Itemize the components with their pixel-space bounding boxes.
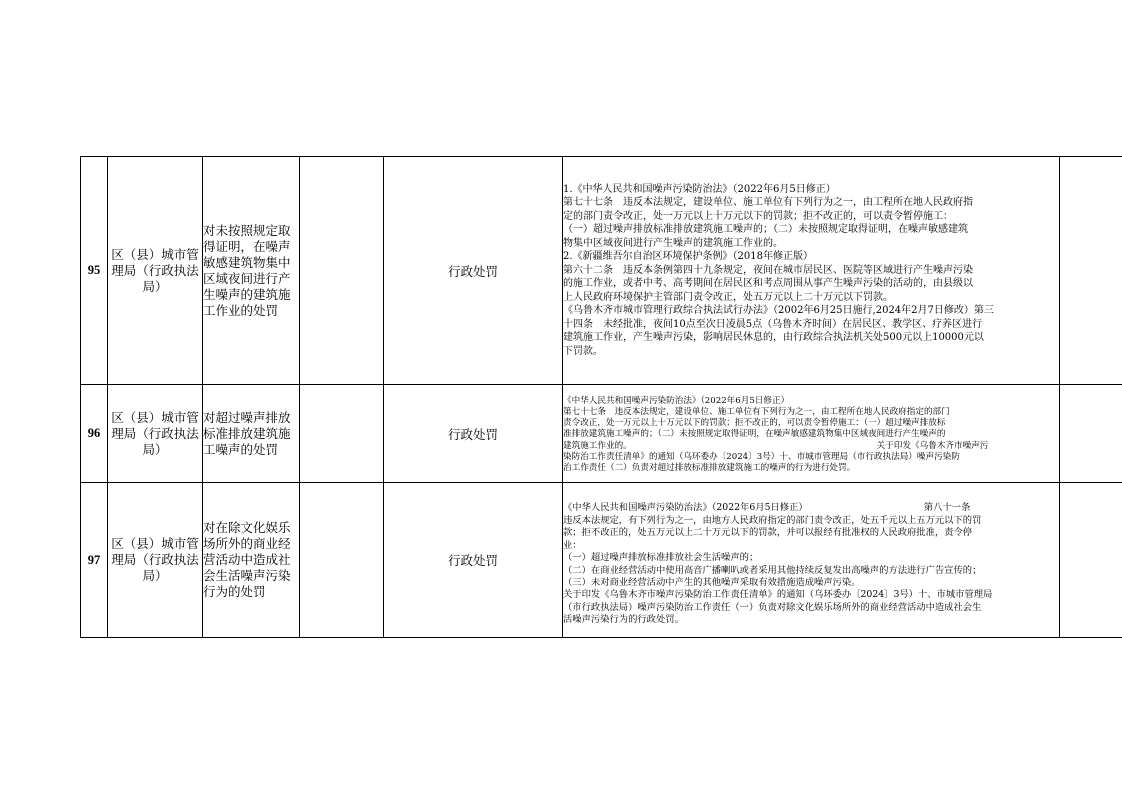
basis-line: 1.《中华人民共和国噪声污染防治法》（2022年6月5日修正）	[563, 183, 836, 195]
table-row	[81, 157, 1122, 385]
row-number: 96	[81, 385, 108, 483]
blank-cell	[300, 157, 384, 385]
row-number: 95	[81, 157, 108, 385]
basis-line: 第六十二条 违反本条例第四十九条规定，夜间在城市居民区、医院等区域进行产生噪声污染	[563, 264, 973, 276]
table-row	[81, 483, 1122, 638]
basis-line: （一）超过噪声排放标准排放社会生活噪声的；	[563, 552, 759, 564]
basis-line: 物集中区域夜间进行产生噪声的建筑施工作业的。	[563, 237, 783, 249]
basis-line: （市行政执法局）噪声污染防治工作责任（一）负责对除文化娱乐场所外的商业经营活动中造成社会生	[563, 601, 982, 613]
basis-line: （一）超过噪声排放标准排放建筑施工噪声的；（二）未按照规定取得证明，在噪声敏感建筑	[563, 224, 968, 236]
department-cell: 区（县）城市管理局（行政执法局）	[108, 385, 203, 483]
basis-line: 关于印发《乌鲁木齐市噪声污染防治工作责任清单》的通知（乌环委办〔2024〕3号）十、市城市管理局	[563, 589, 993, 601]
basis-line: 业：	[563, 539, 582, 551]
department-cell: 区（县）城市管理局（行政执法局）	[108, 483, 203, 638]
basis-line: 下罚款。	[563, 345, 603, 357]
table-row	[81, 385, 1122, 483]
blank-cell	[300, 483, 384, 638]
item-name-cell: 对在除文化娱乐场所外的商业经营活动中造成社会生活噪声污染行为的处罚	[203, 483, 300, 638]
legal-basis-cell	[563, 157, 1060, 385]
basis-line: 第七十七条 违反本法规定，建设单位、施工单位有下列行为之一，由工程所在地人民政府指	[563, 197, 973, 209]
item-name-cell: 对未按照规定取得证明，在噪声敏感建筑物集中区域夜间进行产生噪声的建筑施工作业的处罚	[203, 157, 300, 385]
item-type-cell: 行政处罚	[384, 385, 563, 483]
basis-line: 的施工作业，或者中考、高考期间在居民区和考点周围从事产生噪声污染的活动的，由县级以	[563, 278, 973, 290]
basis-line: 责令改正，处一万元以上十万元以下的罚款；拒不改正的，可以责令暂停施工：（一）超过噪声排放标	[563, 418, 946, 429]
basis-line: 《中华人民共和国噪声污染防治法》（2022年6月5日修正）	[563, 395, 790, 406]
penalty-table	[80, 156, 1122, 638]
blank-cell	[300, 385, 384, 483]
basis-line: 染防治工作责任清单》的通知（乌环委办〔2024〕3号）十、市城市管理局（市行政执法局）噪声污染防	[563, 451, 960, 462]
basis-line: 治工作责任（二）负责对超过排放标准排放建筑施工的噪声的行为进行处罚。	[563, 463, 856, 473]
basis-line: （二）在商业经营活动中使用高音广播喇叭或者采用其他持续反复发出高噪声的方法进行广告宣传的；	[563, 564, 982, 576]
basis-line: 上人民政府环境保护主管部门责令改正，处五万元以上二十万元以下罚款。	[563, 291, 893, 303]
legal-basis-cell	[563, 483, 1060, 638]
basis-line: 《乌鲁木齐市城市管理行政综合执法试行办法》（2002年6月25日施行,2024年2月7日修改）第三	[563, 305, 994, 317]
basis-line: 建筑施工作业，产生噪声污染，影响居民休息的，由行政综合执法机关处500元以上10000元以	[563, 332, 984, 344]
item-type-cell: 行政处罚	[384, 157, 563, 385]
basis-line: 2.《新疆维吾尔自治区环境保护条例》（2018年修正版）	[563, 251, 813, 263]
basis-line: 违反本法规定，有下列行为之一，由地方人民政府指定的部门责令改正，处五千元以上五万元以下的罚	[563, 514, 982, 526]
basis-line: （三）未对商业经营活动中产生的其他噪声采取有效措施造成噪声污染。	[563, 576, 861, 588]
basis-line: 准排放建筑施工噪声的；（二）未按照规定取得证明，在噪声敏感建筑物集中区域夜间进行产生噪声的	[563, 429, 946, 440]
basis-line: 款；拒不改正的，处五万元以上二十万元以下的罚款，并可以报经有批准权的人民政府批准，责令停	[563, 527, 973, 539]
blank-cell	[1060, 157, 1122, 385]
blank-cell	[1060, 385, 1122, 483]
basis-line: 建筑施工作业的。 关于印发《乌鲁木齐市噪声污	[563, 440, 989, 451]
basis-line: 活噪声污染行为的行政处罚。	[563, 614, 684, 626]
item-name-cell: 对超过噪声排放标准排放建筑施工噪声的处罚	[203, 385, 300, 483]
row-number: 97	[81, 483, 108, 638]
department-cell: 区（县）城市管理局（行政执法局）	[108, 157, 203, 385]
basis-line: 第七十七条 违反本法规定，建设单位、施工单位有下列行为之一，由工程所在地人民政府指定的部门	[563, 406, 950, 417]
basis-line: 《中华人民共和国噪声污染防治法》（2022年6月5日修正） 第八十一条	[563, 502, 971, 514]
item-type-cell: 行政处罚	[384, 483, 563, 638]
legal-basis-cell	[563, 385, 1060, 483]
basis-line: 定的部门责令改正，处一万元以上十万元以下的罚款；拒不改正的，可以责令暂停施工：	[563, 210, 953, 222]
blank-cell	[1060, 483, 1122, 638]
basis-line: 十四条 未经批准，夜间10点至次日凌晨5点（乌鲁木齐时间）在居民区、教学区、疗养区进行	[563, 318, 983, 330]
